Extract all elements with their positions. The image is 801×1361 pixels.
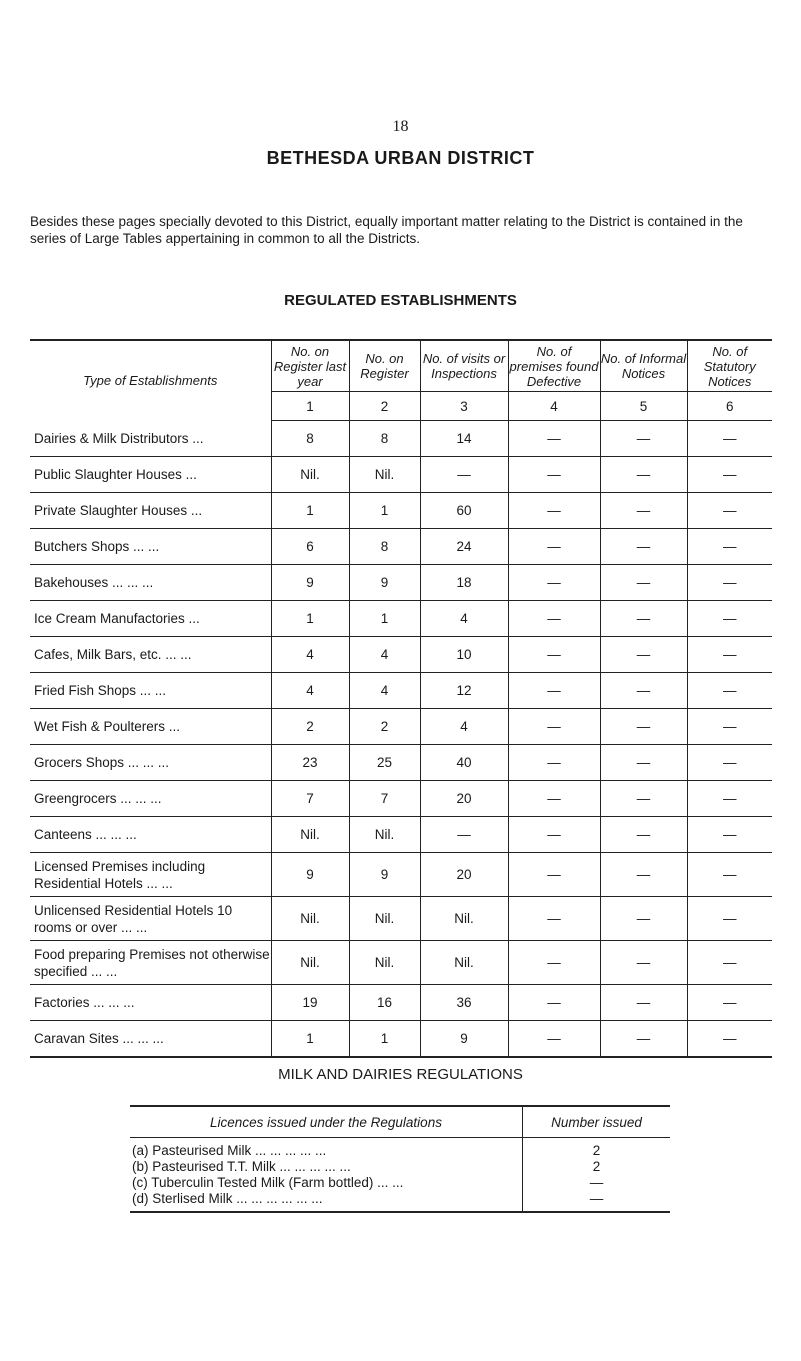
number-issued: 2 <box>523 1159 671 1175</box>
table-cell: 25 <box>349 745 420 781</box>
table-cell: — <box>687 457 772 493</box>
table-cell: Nil. <box>420 941 508 985</box>
table-cell: — <box>600 897 687 941</box>
col-number: 1 <box>271 392 349 421</box>
table-cell: 36 <box>420 985 508 1021</box>
col-header-statutory: No. of Statutory Notices <box>687 340 772 392</box>
table-cell: 9 <box>349 853 420 897</box>
milk-header-row <box>130 1106 670 1138</box>
licence-label: (c) Tuberculin Tested Milk (Farm bottled) ... ... <box>132 1175 404 1190</box>
licence-label: (b) Pasteurised T.T. Milk ... ... ... ... ... <box>132 1159 351 1174</box>
table-cell: 1 <box>349 493 420 529</box>
col-header-last-year: No. on Register last year <box>271 340 349 392</box>
number-issued: 2 <box>523 1138 671 1160</box>
milk-row <box>130 1175 670 1191</box>
establishment-type: Public Slaughter Houses ... <box>30 457 271 493</box>
establishment-type: Caravan Sites ... ... ... <box>30 1021 271 1058</box>
table-row <box>30 897 772 941</box>
table-cell: — <box>600 1021 687 1058</box>
table-cell: 6 <box>271 529 349 565</box>
table-row <box>30 529 772 565</box>
table-cell: — <box>508 601 600 637</box>
establishment-type: Licensed Premises including Residential Hotels ... ... <box>30 853 271 897</box>
col-header-licences: Licences issued under the Regulations <box>130 1106 523 1138</box>
milk-row <box>130 1159 670 1175</box>
table-cell: — <box>420 817 508 853</box>
table-cell: Nil. <box>271 457 349 493</box>
table-row <box>30 601 772 637</box>
table-cell: — <box>600 601 687 637</box>
establishment-type: Cafes, Milk Bars, etc. ... ... <box>30 637 271 673</box>
table-cell: Nil. <box>349 897 420 941</box>
table-cell: — <box>600 781 687 817</box>
table-cell: 1 <box>349 601 420 637</box>
table-cell: — <box>508 853 600 897</box>
table-row <box>30 1021 772 1058</box>
establishment-type: Butchers Shops ... ... <box>30 529 271 565</box>
licence-label: (a) Pasteurised Milk ... ... ... ... ... <box>132 1143 327 1158</box>
col-number: 4 <box>508 392 600 421</box>
table-cell: 1 <box>271 1021 349 1058</box>
table-row <box>30 853 772 897</box>
col-header-type: Type of Establishments <box>30 340 271 421</box>
table-row <box>30 985 772 1021</box>
regulated-establishments-table <box>30 339 772 1058</box>
col-number: 5 <box>600 392 687 421</box>
establishment-type: Dairies & Milk Distributors ... <box>30 421 271 457</box>
establishment-type: Private Slaughter Houses ... <box>30 493 271 529</box>
table-cell: Nil. <box>271 897 349 941</box>
table-cell: — <box>687 709 772 745</box>
table-cell: 23 <box>271 745 349 781</box>
table-cell: — <box>687 897 772 941</box>
table-cell: — <box>508 673 600 709</box>
table-cell: — <box>687 673 772 709</box>
milk-heading: MILK AND DAIRIES REGULATIONS <box>278 1066 523 1083</box>
table-cell: 1 <box>271 493 349 529</box>
table-cell: — <box>508 457 600 493</box>
table-cell: 1 <box>271 601 349 637</box>
table-row <box>30 817 772 853</box>
establishment-type: Ice Cream Manufactories ... <box>30 601 271 637</box>
table-cell: — <box>687 565 772 601</box>
table-cell: — <box>687 817 772 853</box>
table-cell: 4 <box>271 673 349 709</box>
table-cell: — <box>508 817 600 853</box>
establishment-type: Food preparing Premises not otherwise specified ... ... <box>30 941 271 985</box>
table-cell: — <box>508 897 600 941</box>
table-cell: 19 <box>271 985 349 1021</box>
table-cell: 24 <box>420 529 508 565</box>
table-cell: — <box>600 853 687 897</box>
page-title: BETHESDA URBAN DISTRICT <box>266 148 535 168</box>
table-cell: — <box>600 421 687 457</box>
table-cell: Nil. <box>420 897 508 941</box>
establishment-type: Wet Fish & Poulterers ... <box>30 709 271 745</box>
licence-label: (d) Sterlised Milk ... ... ... ... ... ... <box>130 1191 523 1212</box>
table-cell: 4 <box>349 673 420 709</box>
table-cell: 4 <box>271 637 349 673</box>
establishment-type: Grocers Shops ... ... ... <box>30 745 271 781</box>
table-row <box>30 457 772 493</box>
col-header-defective: No. of premises found Defective <box>508 340 600 392</box>
table-row <box>30 781 772 817</box>
table-cell: 8 <box>271 421 349 457</box>
table-cell: — <box>687 421 772 457</box>
table-cell: 9 <box>420 1021 508 1058</box>
table-cell: — <box>687 493 772 529</box>
table-cell: — <box>508 745 600 781</box>
header-row <box>30 340 772 392</box>
establishment-type: Fried Fish Shops ... ... <box>30 673 271 709</box>
table-cell: — <box>600 565 687 601</box>
table-row <box>30 673 772 709</box>
regulated-table-body <box>30 421 772 1058</box>
col-number: 3 <box>420 392 508 421</box>
table-cell: 12 <box>420 673 508 709</box>
milk-table-body <box>130 1138 670 1213</box>
table-cell: — <box>600 709 687 745</box>
table-cell: Nil. <box>271 817 349 853</box>
table-cell: — <box>508 529 600 565</box>
table-cell: Nil. <box>349 457 420 493</box>
table-cell: 2 <box>349 709 420 745</box>
table-cell: — <box>687 853 772 897</box>
col-number: 6 <box>687 392 772 421</box>
establishment-type: Unlicensed Residential Hotels 10 rooms or over ... ... <box>30 897 271 941</box>
table-cell: 4 <box>420 601 508 637</box>
table-cell: 8 <box>349 529 420 565</box>
number-issued: — <box>523 1175 671 1191</box>
table-cell: 9 <box>271 853 349 897</box>
table-cell: — <box>600 493 687 529</box>
table-cell: — <box>508 781 600 817</box>
table-row <box>30 637 772 673</box>
table-cell: 7 <box>349 781 420 817</box>
table-cell: 7 <box>271 781 349 817</box>
table-cell: Nil. <box>349 817 420 853</box>
table-cell: — <box>508 637 600 673</box>
table-cell: 18 <box>420 565 508 601</box>
table-cell: — <box>508 985 600 1021</box>
table-row <box>30 421 772 457</box>
table-cell: — <box>508 1021 600 1058</box>
table-cell: 9 <box>271 565 349 601</box>
table-cell: — <box>600 745 687 781</box>
table-cell: — <box>508 941 600 985</box>
milk-row <box>130 1138 670 1160</box>
establishment-type: Greengrocers ... ... ... <box>30 781 271 817</box>
table-cell: 60 <box>420 493 508 529</box>
table-cell: 4 <box>349 637 420 673</box>
table-cell: 20 <box>420 781 508 817</box>
table-cell: 14 <box>420 421 508 457</box>
col-header-register: No. on Register <box>349 340 420 392</box>
milk-regulations-table <box>130 1105 670 1213</box>
table-row <box>30 745 772 781</box>
table-cell: — <box>687 781 772 817</box>
table-cell: 9 <box>349 565 420 601</box>
table-row <box>30 565 772 601</box>
col-number: 2 <box>349 392 420 421</box>
establishment-type: Bakehouses ... ... ... <box>30 565 271 601</box>
table-row <box>30 709 772 745</box>
table-cell: — <box>687 985 772 1021</box>
table-cell: — <box>420 457 508 493</box>
table-cell: — <box>600 941 687 985</box>
milk-row <box>130 1191 670 1212</box>
table-cell: 16 <box>349 985 420 1021</box>
table-cell: — <box>600 673 687 709</box>
table-cell: Nil. <box>271 941 349 985</box>
page-number: 18 <box>392 118 409 135</box>
table-cell: — <box>687 1021 772 1058</box>
table-cell: — <box>687 601 772 637</box>
table-cell: — <box>600 457 687 493</box>
col-header-visits: No. of visits or Inspections <box>420 340 508 392</box>
establishment-type: Factories ... ... ... <box>30 985 271 1021</box>
regulated-heading: REGULATED ESTABLISHMENTS <box>284 292 517 309</box>
table-row <box>30 493 772 529</box>
table-cell: — <box>687 637 772 673</box>
table-cell: 40 <box>420 745 508 781</box>
establishment-type: Canteens ... ... ... <box>30 817 271 853</box>
table-cell: 20 <box>420 853 508 897</box>
table-cell: 2 <box>271 709 349 745</box>
table-cell: — <box>600 637 687 673</box>
table-cell: — <box>600 817 687 853</box>
col-header-informal: No. of Informal Notices <box>600 340 687 392</box>
table-cell: — <box>508 493 600 529</box>
table-cell: — <box>687 745 772 781</box>
table-cell: 1 <box>349 1021 420 1058</box>
table-cell: — <box>600 529 687 565</box>
number-issued: — <box>523 1191 671 1212</box>
table-cell: — <box>687 941 772 985</box>
table-cell: 8 <box>349 421 420 457</box>
table-cell: — <box>687 529 772 565</box>
table-cell: — <box>600 985 687 1021</box>
table-cell: 4 <box>420 709 508 745</box>
table-cell: — <box>508 709 600 745</box>
table-cell: 10 <box>420 637 508 673</box>
table-cell: — <box>508 565 600 601</box>
col-header-number-issued: Number issued <box>523 1106 671 1138</box>
table-cell: Nil. <box>349 941 420 985</box>
table-row <box>30 941 772 985</box>
intro-paragraph: Besides these pages specially devoted to this District, equally important matter relating to the District is contained in the series of Large Tables appertaining in common to all the Districts. <box>30 214 743 246</box>
table-cell: — <box>508 421 600 457</box>
